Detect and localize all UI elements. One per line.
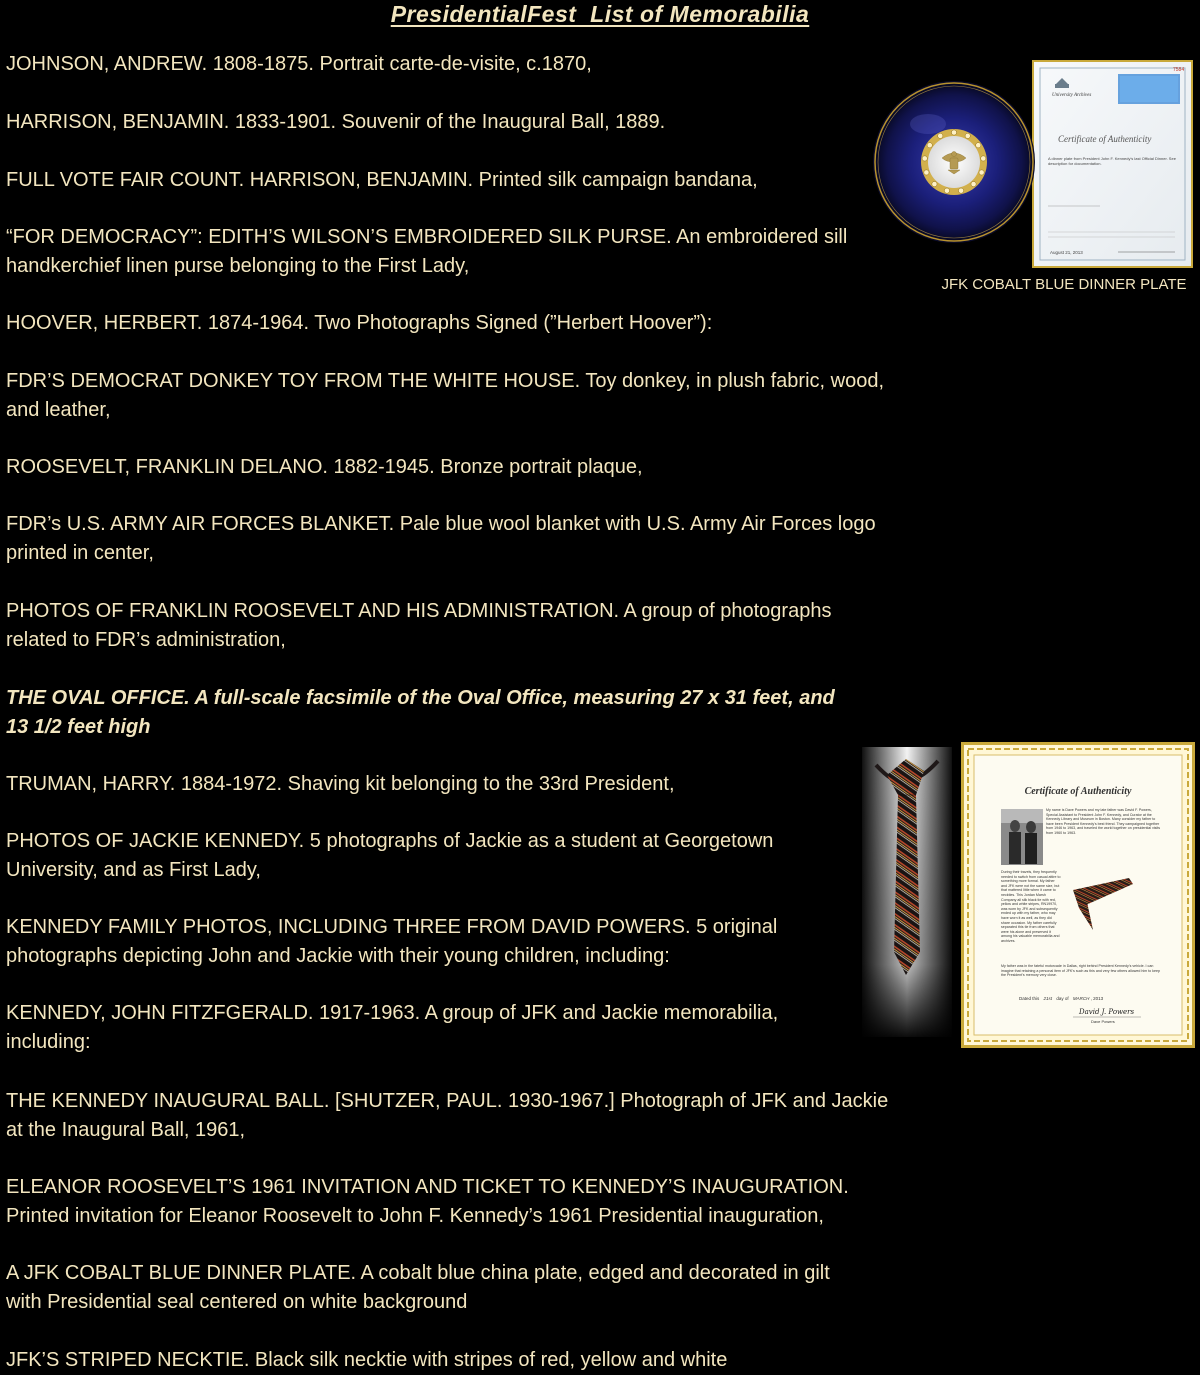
memorabilia-item-line: ELEANOR ROOSEVELT’S 1961 INVITATION AND TICKET TO KENNEDY’S INAUGURATION.: [6, 1176, 849, 1198]
memorabilia-item-line: at the Inaugural Ball, 1961,: [6, 1118, 246, 1141]
memorabilia-item-line: THE OVAL OFFICE. A full-scale facsimile of the Oval Office, measuring 27 x 31 feet, and: [6, 687, 835, 709]
memorabilia-item-line: A JFK COBALT BLUE DINNER PLATE. A cobalt blue china plate, edged and decorated in gilt: [6, 1262, 830, 1284]
certificate-date: August 21, 2013: [1050, 250, 1083, 255]
memorabilia-item-line: FDR’s U.S. ARMY AIR FORCES BLANKET. Pale blue wool blanket with U.S. Army Air Forces logo: [6, 513, 876, 535]
memorabilia-item: [6, 510, 876, 567]
memorabilia-item-line: FDR’S DEMOCRAT DONKEY TOY FROM THE WHITE HOUSE. Toy donkey, in plush fabric, wood,: [6, 370, 885, 392]
memorabilia-item-line: JOHNSON, ANDREW. 1808-1875. Portrait carte-de-visite, c.1870,: [6, 53, 592, 75]
memorabilia-item-line: related to FDR’s administration,: [6, 628, 286, 651]
memorabilia-item-line: handkerchief linen purse belonging to the First Lady,: [6, 254, 470, 277]
tie-certificate-signer: Dave Powers: [1091, 1019, 1115, 1024]
necktie-certificate: [961, 742, 1195, 1048]
memorabilia-item-line: PHOTOS OF FRANKLIN ROOSEVELT AND HIS ADMINISTRATION. A group of photographs: [6, 600, 832, 622]
memorabilia-item: [6, 1259, 830, 1316]
memorabilia-item-line: ROOSEVELT, FRANKLIN DELANO. 1882-1945. Bronze portrait plaque,: [6, 456, 643, 478]
memorabilia-item: [6, 913, 777, 970]
memorabilia-item-line: HARRISON, BENJAMIN. 1833-1901. Souvenir of the Inaugural Ball, 1889.: [6, 111, 666, 133]
certificate-heading: Certificate of Authenticity: [1058, 134, 1152, 144]
memorabilia-item-line: University, and as First Lady,: [6, 858, 261, 881]
svg-text:Dated this 21st da: [1019, 996, 1104, 1001]
memorabilia-item-line: HOOVER, HERBERT. 1874-1964. Two Photographs Signed (”Herbert Hoover”):: [6, 312, 713, 334]
memorabilia-item-line: and leather,: [6, 398, 111, 421]
dated-year: , 2013: [1090, 996, 1104, 1001]
tie-certificate-paragraph-1: My name is Dave Powers and my late father was David F. Powers, Special Assistant to President John F. Kennedy, and Curator at the Kennedy Library and Museum in Boston. Many consider my father to have been President Kennedy’s best friend. They campaigned together from 1946 to 1963, and traveled the world together on presidential visits from 1960 to 1963.: [1046, 808, 1161, 835]
jfk-necktie-photo: [862, 747, 952, 1037]
memorabilia-item: [6, 223, 870, 280]
page-title: PresidentialFest List of Memorabilia: [390, 1, 810, 27]
memorabilia-item-line: printed in center,: [6, 541, 154, 564]
memorabilia-item: [6, 827, 773, 884]
memorabilia-item: [6, 1087, 888, 1144]
certificate-body: A dinner plate from President John F. Kennedy’s last Official Dinner. See description for documentation.: [1048, 156, 1176, 166]
dated-month: MARCH: [1072, 996, 1090, 1001]
dated-day: 21st: [1043, 996, 1053, 1001]
memorabilia-item-line: photographs depicting John and Jackie with their young children, including:: [6, 944, 670, 967]
dated-mid: day of: [1056, 996, 1069, 1001]
tie-certificate-signature: David J. Powers: [1079, 1008, 1135, 1016]
memorabilia-item: [6, 684, 835, 741]
memorabilia-item: [6, 309, 712, 338]
memorabilia-item-line: 13 1/2 feet high: [6, 715, 151, 738]
memorabilia-item-line: JFK’S STRIPED NECKTIE. Black silk necktie with stripes of red, yellow and white: [6, 1349, 728, 1371]
memorabilia-item-line: PHOTOS OF JACKIE KENNEDY. 5 photographs of Jackie as a student at Georgetown: [6, 830, 774, 852]
memorabilia-item-line: KENNEDY FAMILY PHOTOS, INCLUDING THREE FROM DAVID POWERS. 5 original: [6, 916, 778, 938]
memorabilia-item: [6, 367, 884, 424]
memorabilia-item: [6, 50, 592, 79]
memorabilia-item: [6, 453, 643, 482]
memorabilia-item: [6, 166, 758, 195]
memorabilia-item-line: including:: [6, 1030, 91, 1053]
memorabilia-item: [6, 770, 675, 799]
tie-certificate-heading: Certificate of Authenticity: [1024, 786, 1132, 797]
dated-prefix: Dated this: [1019, 996, 1040, 1001]
memorabilia-item: [6, 108, 665, 137]
memorabilia-item-line: with Presidential seal centered on white background: [6, 1290, 468, 1313]
jfk-plate-photo: [870, 60, 1194, 270]
memorabilia-item-line: FULL VOTE FAIR COUNT. HARRISON, BENJAMIN. Printed silk campaign bandana,: [6, 169, 758, 191]
memorabilia-item-line: TRUMAN, HARRY. 1884-1972. Shaving kit belonging to the 33rd President,: [6, 773, 675, 795]
certificate-number: 7584: [1173, 67, 1185, 73]
plate-caption: JFK COBALT BLUE DINNER PLATE: [941, 276, 1187, 293]
memorabilia-item-line: Printed invitation for Eleanor Roosevelt to John F. Kennedy’s 1961 Presidential inauguration,: [6, 1204, 824, 1227]
certificate-archive: University Archives: [1052, 93, 1092, 98]
tie-certificate-paragraph-3: My father was in the fateful motorcade in Dallas, right behind President Kennedy’s vehicle. I can imagine that retaining a personal item of JFK’s such as this and very few others allowed him to keep the President’s memory very close.: [1001, 964, 1160, 978]
memorabilia-item-line: KENNEDY, JOHN FITZFGERALD. 1917-1963. A group of JFK and Jackie memorabilia,: [6, 1002, 779, 1024]
memorabilia-item: [6, 1173, 849, 1230]
memorabilia-item-line: “FOR DEMOCRACY”: EDITH’S WILSON’S EMBROIDERED SILK PURSE. An embroidered sill: [6, 226, 848, 248]
memorabilia-item: [6, 1346, 727, 1375]
memorabilia-item: [6, 597, 831, 654]
memorabilia-item: [6, 999, 778, 1056]
tie-certificate-paragraph-2: During their travels, they frequently needed to switch from casual attire to something more formal. My father and JFK were not the same size, but that mattered little when it came to neckties. This Jordan Marsh Company all silk black tie with red, yellow and white stripes, RN19970, was worn by JFK and subsequently ended up with my father, who may have worn it as well, as they did share occasion. My father carefully separated this tie from others that were his alone and preserved it among his valuable memorabilia and archives.: [1001, 870, 1061, 943]
memorabilia-item-line: THE KENNEDY INAUGURAL BALL. [SHUTZER, PAUL. 1930-1967.] Photograph of JFK and Jackie: [6, 1090, 889, 1112]
